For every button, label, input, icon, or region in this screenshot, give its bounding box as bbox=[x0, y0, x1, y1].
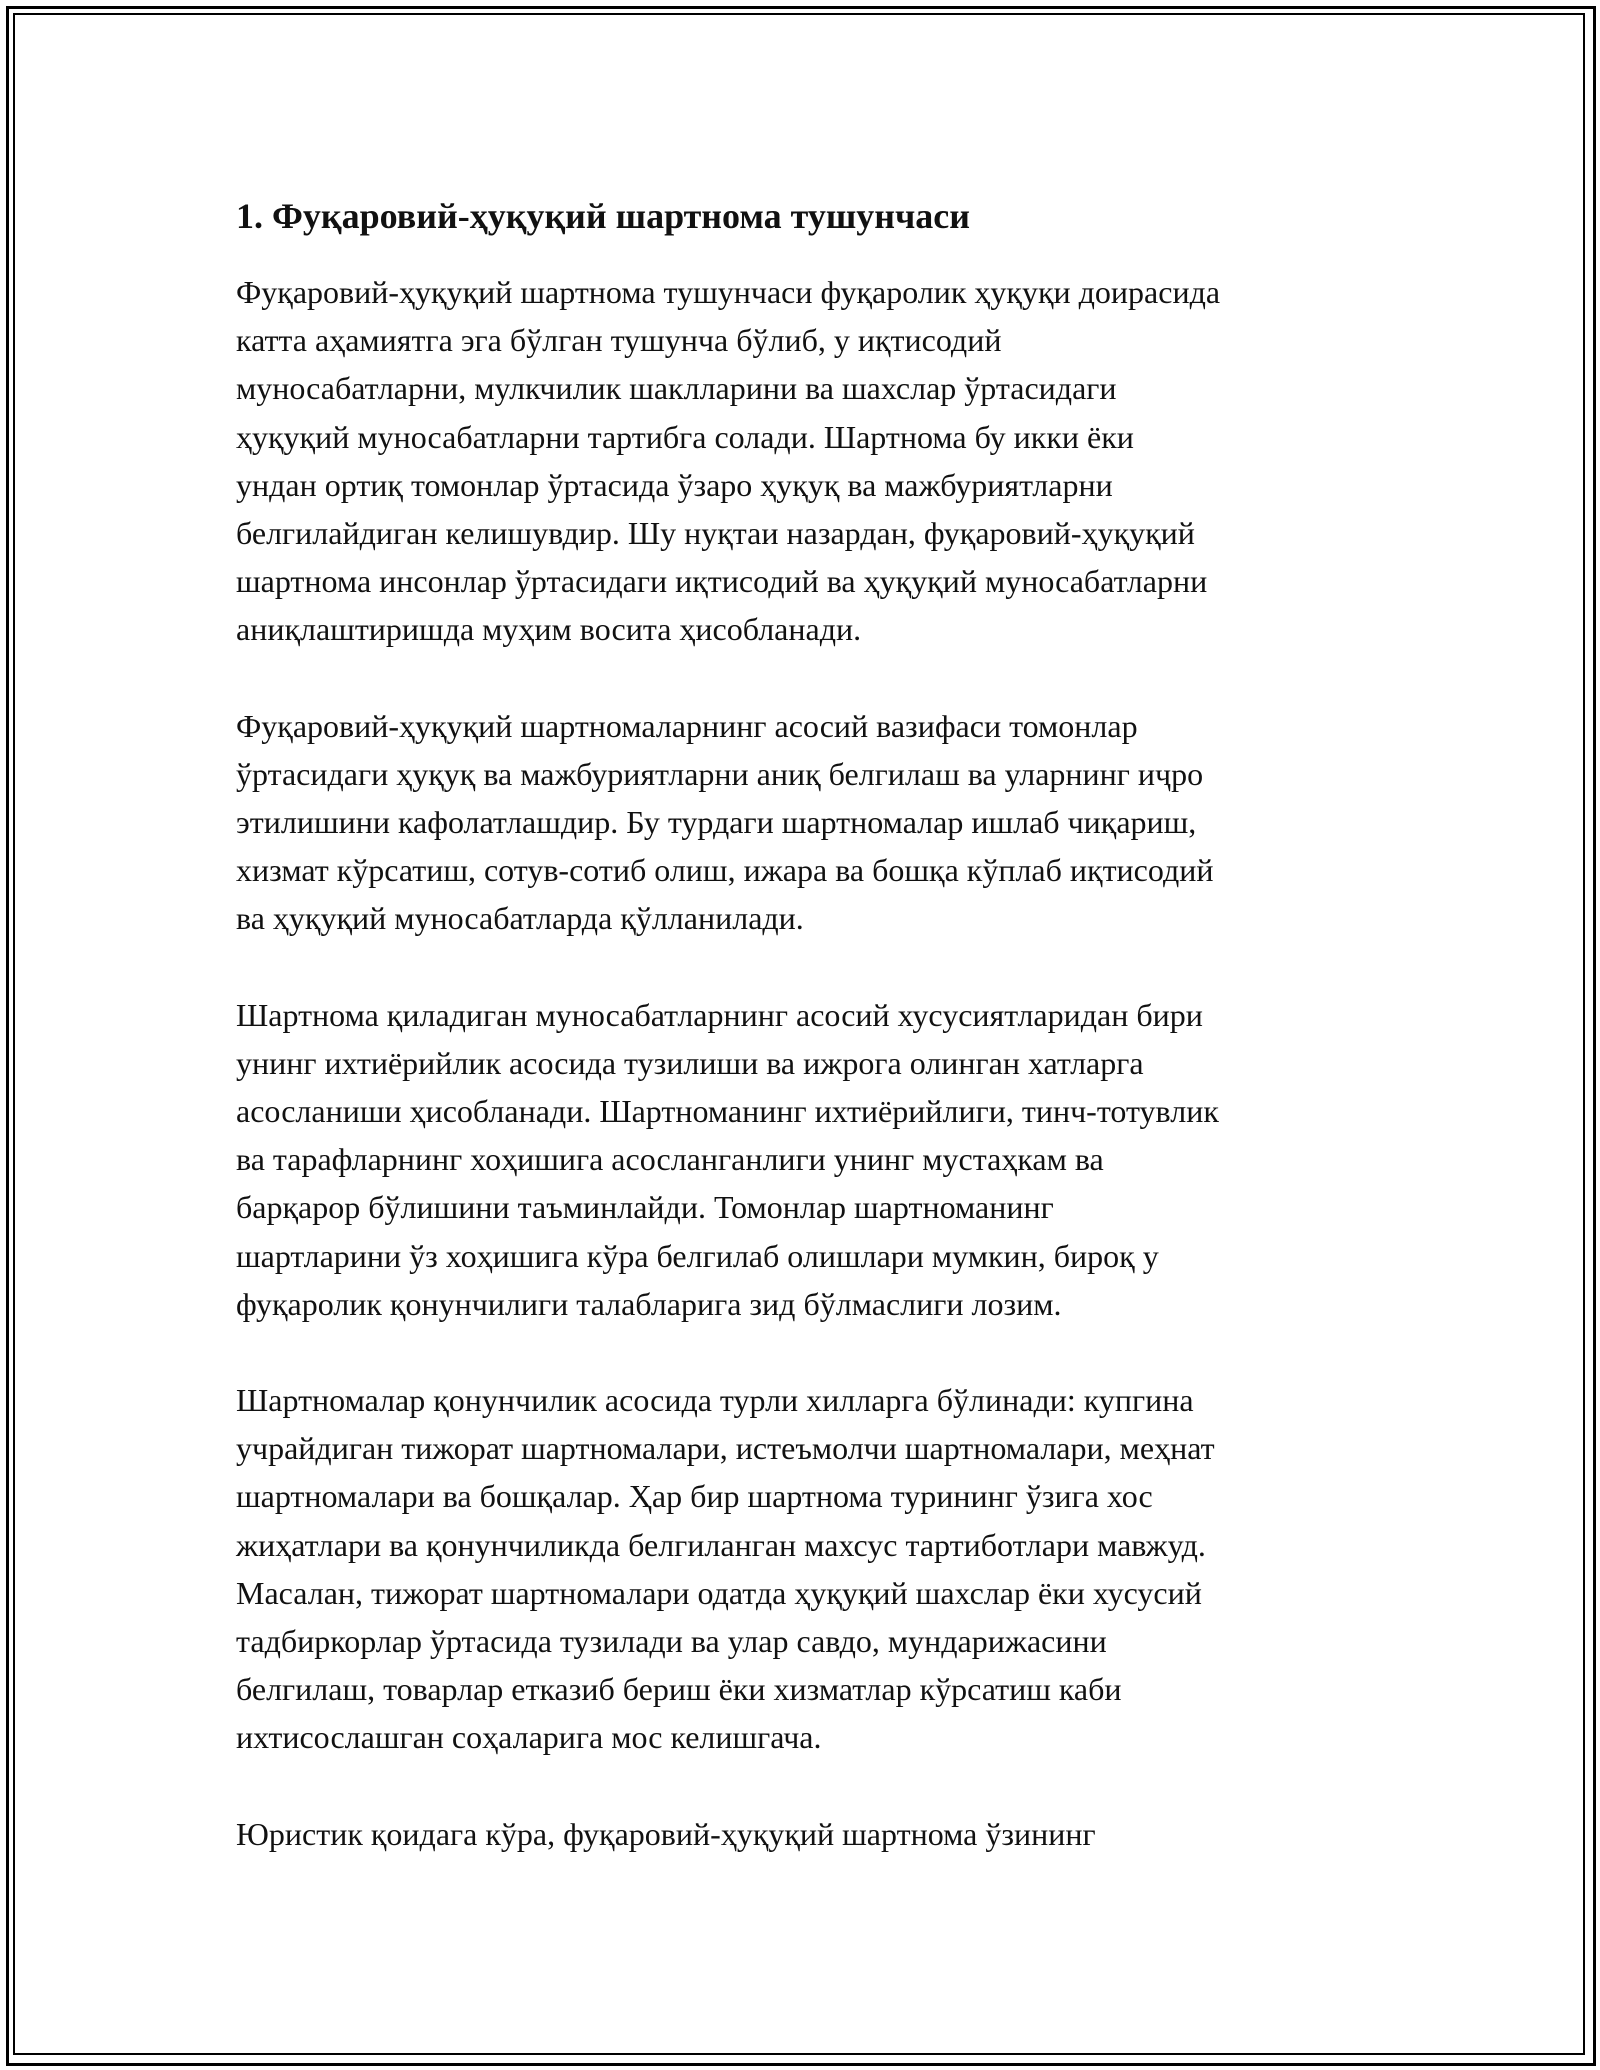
text-line: ва ҳуқуқий муносабатларда қўлланилади. bbox=[236, 900, 804, 937]
text-line: катта аҳамиятга эга бўлган тушунча бўлиб, у иқтисодий bbox=[236, 322, 1002, 359]
paragraph-2 bbox=[236, 702, 1386, 943]
text-line: ўртасидаги ҳуқуқ ва мажбуриятларни аниқ белгилаш ва уларнинг иҷро bbox=[236, 755, 1204, 792]
text-line: жиҳатлари ва қонунчиликда белгиланган махсус тартиботлари мавжуд. bbox=[236, 1526, 1206, 1563]
text-line: асосланиши ҳисобланади. Шартноманинг ихтиёрийлиги, тинч-тотувлик bbox=[236, 1093, 1219, 1130]
paragraph-5 bbox=[236, 1810, 1386, 1858]
text-line: шартнома инсонлар ўртасидаги иқтисодий ва ҳуқуқий муносабатларни bbox=[236, 563, 1208, 600]
text-line: ва тарафларнинг хоҳишига асосланганлиги унинг мустаҳкам ва bbox=[236, 1141, 1104, 1178]
text-line: хизмат кўрсатиш, сотув-сотиб олиш, ижара ва бошқа кўплаб иқтисодий bbox=[236, 852, 1214, 889]
text-line: учрайдиган тижорат шартномалари, истеъмолчи шартномалари, меҳнат bbox=[236, 1430, 1215, 1467]
text-line: Фуқаровий-ҳуқуқий шартномаларнинг асосий вазифаси томонлар bbox=[236, 707, 1138, 744]
text-line: шартларини ўз хоҳишига кўра белгилаб олишлари мумкин, бироқ у bbox=[236, 1237, 1159, 1274]
text-line: белгилайдиган келишувдир. Шу нуқтаи назардан, фуқаровий-ҳуқуқий bbox=[236, 515, 1195, 552]
section-heading: 1. Фуқаровий-ҳуқуқий шартнома тушунчаси bbox=[236, 196, 970, 236]
text-line: ундан ортиқ томонлар ўртасида ўзаро ҳуқуқ ва мажбуриятларни bbox=[236, 466, 1113, 503]
text-line: аниқлаштиришда муҳим восита ҳисобланади. bbox=[236, 611, 862, 648]
paragraph-3 bbox=[236, 991, 1386, 1328]
text-line: белгилаш, товарлар етказиб бериш ёки хизматлар кўрсатиш каби bbox=[236, 1671, 1122, 1708]
paragraph-4 bbox=[236, 1376, 1386, 1762]
text-line: фуқаролик қонунчилиги талабларига зид бўлмаслиги лозим. bbox=[236, 1285, 1062, 1322]
text-line: ихтисослашган соҳаларига мос келишгача. bbox=[236, 1719, 822, 1756]
text-line: Шартномалар қонунчилик асосида турли хилларга бўлинади: купгина bbox=[236, 1382, 1194, 1419]
text-line: Масалан, тижорат шартномалари одатда ҳуқуқий шахслар ёки хусусий bbox=[236, 1574, 1202, 1611]
text-line: ҳуқуқий муносабатларни тартибга солади. Шартнома бу икки ёки bbox=[236, 418, 1134, 455]
text-line: унинг ихтиёрийлик асосида тузилиши ва ижрога олинган хатларга bbox=[236, 1044, 1144, 1081]
text-line: Юристик қоидага кўра, фуқаровий-ҳуқуқий шартнома ўзининг bbox=[236, 1815, 1096, 1852]
text-line: барқарор бўлишини таъминлайди. Томонлар шартноманинг bbox=[236, 1189, 1054, 1226]
text-line: этилишини кафолатлашдир. Бу турдаги шартномалар ишлаб чиқариш, bbox=[236, 804, 1197, 841]
paragraph-1 bbox=[236, 268, 1386, 654]
text-line: муносабатларни, мулкчилик шаклларини ва шахслар ўртасидаги bbox=[236, 370, 1117, 407]
document-body bbox=[236, 186, 1386, 1858]
text-line: Шартнома қиладиган муносабатларнинг асосий хусусиятларидан бири bbox=[236, 996, 1203, 1033]
text-line: Фуқаровий-ҳуқуқий шартнома тушунчаси фуқаролик ҳуқуқи доирасида bbox=[236, 274, 1221, 310]
text-line: шартномалари ва бошқалар. Ҳар бир шартнома турининг ўзига хос bbox=[236, 1478, 1153, 1515]
text-line: тадбиркорлар ўртасида тузилади ва улар савдо, мундарижасини bbox=[236, 1623, 1107, 1660]
